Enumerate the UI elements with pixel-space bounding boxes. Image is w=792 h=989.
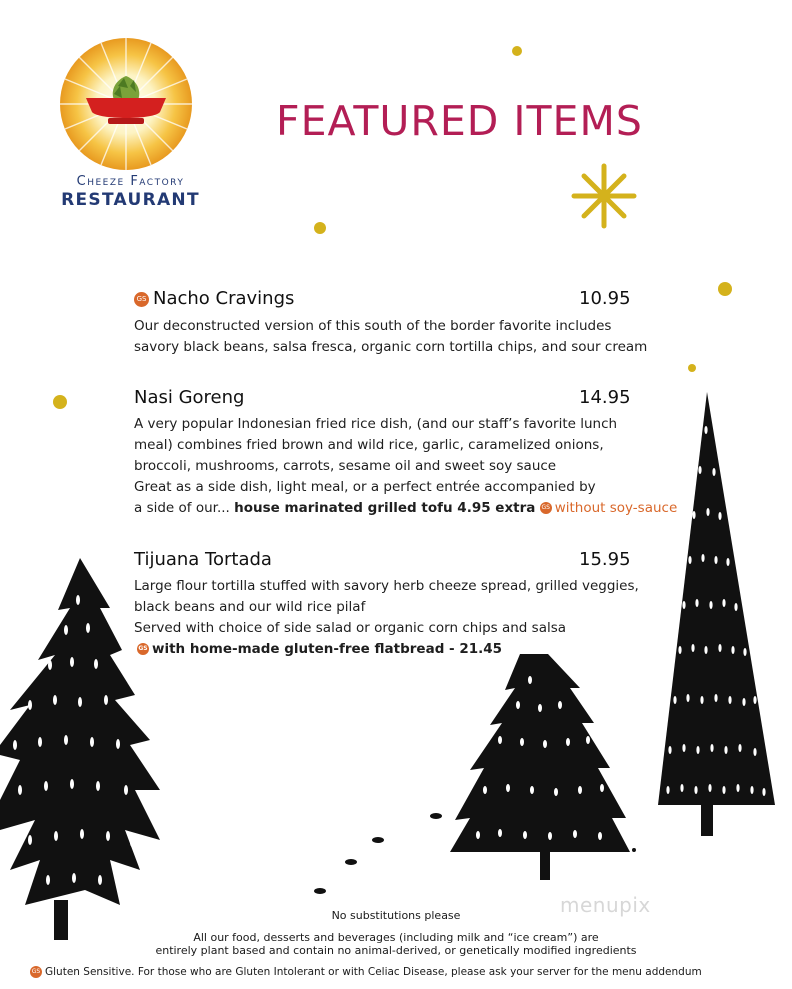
gs-flatbread-note: with home-made gluten-free flatbread - 21.45	[152, 641, 503, 657]
item-title: Nacho Cravings	[153, 288, 295, 309]
description-line: broccoli, mushrooms, carrots, sesame oil and sweet soy sauce	[134, 458, 557, 474]
menu-item-price: 15.95	[579, 549, 631, 570]
footer-line: All our food, desserts and beverages (including milk and “ice cream”) are	[193, 931, 599, 944]
footer-line: entirely plant based and contain no animal-derived, or genetically modified ingredients	[155, 944, 637, 957]
gs-legend	[30, 966, 702, 978]
gluten-sensitive-icon: GS	[134, 292, 149, 307]
menu-item-name: Nasi Goreng	[134, 387, 245, 408]
bowl-icon	[86, 98, 166, 118]
menu-item-price: 10.95	[579, 288, 631, 309]
gluten-sensitive-icon: GS	[137, 643, 149, 655]
description-line: Large flour tortilla stuffed with savory herb cheeze spread, grilled veggies,	[134, 578, 639, 594]
description-line: A very popular Indonesian fried rice dish, (and our staff’s favorite lunch	[134, 416, 618, 432]
plant-based-note	[0, 931, 792, 957]
description-line: Our deconstructed version of this south of the border favorite includes	[134, 318, 612, 334]
brand-name-line1: Cheeze Factory	[76, 174, 185, 189]
menu-item-name: Tijuana Tortada	[134, 549, 272, 570]
description-line: black beans and our wild rice pilaf	[134, 599, 366, 615]
description-line: meal) combines fried brown and wild rice, garlic, caramelized onions,	[134, 437, 604, 453]
gluten-sensitive-icon: GS	[540, 502, 552, 514]
star-icon	[574, 166, 634, 226]
addon-prefix: a side of our...	[134, 500, 230, 516]
menu-item-description	[134, 316, 647, 358]
no-substitutions-note: No substitutions please	[331, 909, 461, 922]
addon-line	[134, 498, 677, 519]
menu-item-name	[134, 288, 294, 309]
gs-legend-text: Gluten Sensitive. For those who are Gluten Intolerant or with Celiac Disease, please ask your server for the menu addendum	[45, 966, 702, 978]
description-line: Great as a side dish, light meal, or a perfect entrée accompanied by	[134, 479, 596, 495]
gs-option-line	[137, 639, 502, 660]
menupix-watermark: menupix	[560, 893, 651, 917]
page-title: FEATURED ITEMS	[276, 97, 643, 145]
middle-tree	[450, 654, 630, 880]
addon-tofu: house marinated grilled tofu 4.95 extra	[234, 500, 536, 516]
gluten-sensitive-icon: GS	[30, 966, 42, 978]
description-line: savory black beans, salsa fresca, organic corn tortilla chips, and sour cream	[134, 339, 648, 355]
brand-name-line2: RESTAURANT	[61, 190, 200, 210]
menu-item-description	[134, 576, 639, 639]
restaurant-logo	[58, 36, 194, 172]
menu-item-description	[134, 414, 677, 519]
description-line: Served with choice of side salad or organic corn chips and salsa	[134, 620, 567, 636]
addon-gs-option: without soy-sauce	[554, 500, 678, 516]
menu-item-price: 14.95	[579, 387, 631, 408]
